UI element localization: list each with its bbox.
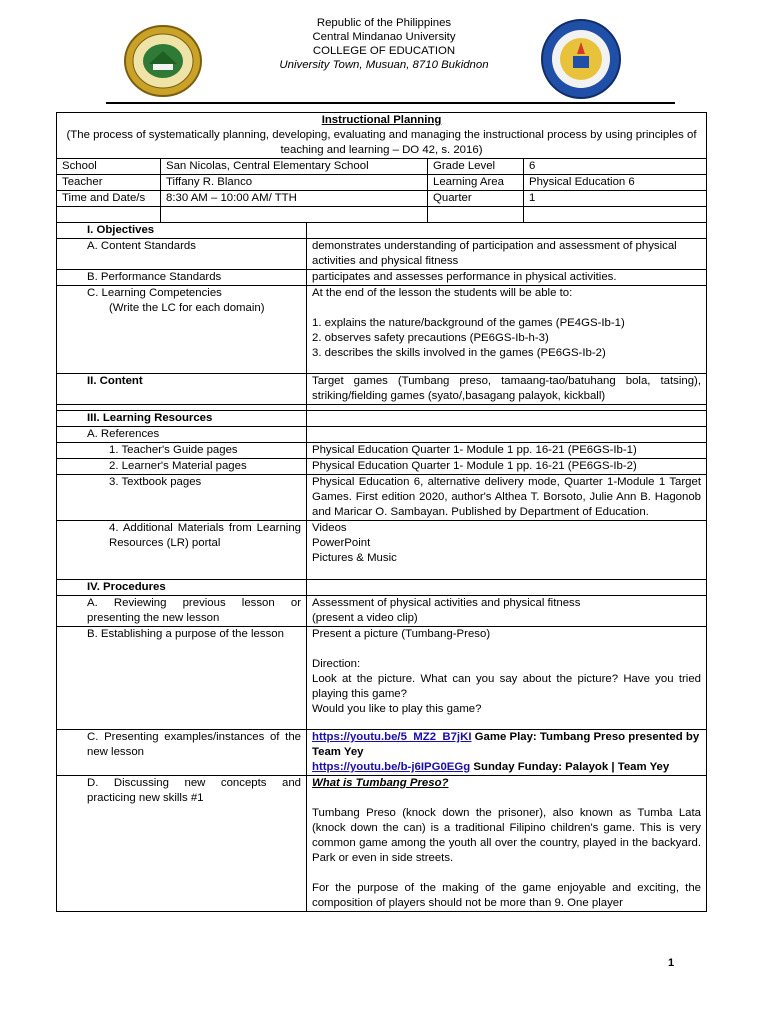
procedure-b-label: B. Establishing a purpose of the lesson — [57, 627, 307, 730]
content-standards-row — [57, 239, 707, 270]
university-line: Central Mindanao University — [312, 31, 456, 43]
additional-materials-label: 4. Additional Materials from Learning Resources (LR) portal — [57, 521, 307, 580]
quarter-value: 1 — [524, 191, 707, 207]
performance-standards-label: B. Performance Standards — [57, 270, 307, 286]
textbook-label: 3. Textbook pages — [57, 475, 307, 521]
video-link-tumbang-preso[interactable]: https://youtu.be/5_MZ2_B7jKI — [312, 731, 472, 743]
procedure-a-line1: Assessment of physical activities and physical fitness — [312, 597, 581, 609]
references-row — [57, 427, 707, 443]
lc-item-2: 2. observes safety precautions (PE6GS-Ib-h-3) — [312, 332, 549, 344]
content-row — [57, 374, 707, 405]
plan-title: Instructional Planning — [321, 114, 442, 126]
procedure-a-row — [57, 596, 707, 627]
college-line: COLLEGE OF EDUCATION — [312, 45, 456, 57]
procedure-d-label: D. Discussing new concepts and practicing new skills #1 — [57, 776, 307, 912]
content-standards-label: A. Content Standards — [57, 239, 307, 270]
references-label: A. References — [57, 427, 307, 443]
time-label: Time and Date/s — [57, 191, 161, 207]
time-value: 8:30 AM – 10:00 AM/ TTH — [161, 191, 428, 207]
school-label: School — [57, 159, 161, 175]
procedure-c-label: C. Presenting examples/instances of the new lesson — [57, 730, 307, 776]
content-heading: II. Content — [57, 374, 307, 405]
content-standards-value: demonstrates understanding of participation and assessment of physical activities and physical fitness — [307, 239, 707, 270]
college-seal-icon — [540, 18, 622, 100]
performance-standards-row — [57, 270, 707, 286]
am-item-videos: Videos — [312, 522, 347, 534]
additional-materials-row — [57, 521, 707, 580]
learners-material-value: Physical Education Quarter 1- Module 1 pp. 16-21 (PE6GS-Ib-2) — [307, 459, 707, 475]
grade-value: 6 — [524, 159, 707, 175]
procedure-b-direction: Direction: — [312, 658, 361, 670]
procedure-b-question2: Would you like to play this game? — [312, 703, 482, 715]
quarter-label: Quarter — [428, 191, 524, 207]
school-value: San Nicolas, Central Elementary School — [161, 159, 428, 175]
procedure-a-line2: (present a video clip) — [312, 612, 418, 624]
procedure-b-row — [57, 627, 707, 730]
lc-intro: At the end of the lesson the students will be able to: — [312, 287, 573, 299]
info-row-blank — [57, 207, 707, 223]
resources-heading-row — [57, 411, 707, 427]
procedure-b-question: Look at the picture. What can you say about the picture? Have you tried playing this game? — [312, 673, 701, 700]
teacher-value: Tiffany R. Blanco — [161, 175, 428, 191]
procedure-b-line1: Present a picture (Tumbang-Preso) — [312, 628, 491, 640]
textbook-value: Physical Education 6, alternative delivery mode, Quarter 1-Module 1 Target Games. First edition 2020, author's Althea T. Borsoto, Julie Ann B. Hagonob and Maricar O. Sambayan. Published by Department of Education. — [307, 475, 707, 521]
procedure-d-paragraph1: Tumbang Preso (knock down the prisoner), also known as Tumba Lata (knock down the can) is a traditional Filipino children's game. This is very common game among the youth all over the country, played in the backyard. Park or even in side streets. — [312, 807, 701, 864]
instructional-plan-table — [56, 112, 707, 912]
letterhead — [0, 14, 768, 90]
objectives-heading: I. Objectives — [57, 223, 307, 239]
am-item-pictures: Pictures & Music — [312, 552, 397, 564]
teachers-guide-label: 1. Teacher's Guide pages — [57, 443, 307, 459]
resources-heading: III. Learning Resources — [57, 411, 307, 427]
title-row — [57, 113, 707, 159]
learners-material-label: 2. Learner's Material pages — [57, 459, 307, 475]
learning-competencies-row — [57, 286, 707, 374]
info-row-school — [57, 159, 707, 175]
university-seal-icon — [123, 24, 203, 98]
teachers-guide-value: Physical Education Quarter 1- Module 1 pp. 16-21 (PE6GS-Ib-1) — [307, 443, 707, 459]
teachers-guide-row — [57, 443, 707, 459]
learning-competencies-note: (Write the LC for each domain) — [109, 302, 265, 314]
page-number: 1 — [668, 957, 675, 969]
video-title-tumbang-preso: Game Play: Tumbang Preso presented by Team Yey — [312, 731, 700, 758]
plan-subtitle: (The process of systematically planning, developing, evaluating and managing the instructional process by using principles of teaching and learning – DO 42, s. 2016) — [66, 129, 697, 156]
lc-item-3: 3. describes the skills involved in the games (PE6GS-Ib-2) — [312, 347, 606, 359]
info-row-time — [57, 191, 707, 207]
republic-line: Republic of the Philippines — [316, 17, 452, 29]
video-link-palayok[interactable]: https://youtu.be/b-j6IPG0EGg — [312, 761, 471, 773]
procedure-d-row — [57, 776, 707, 912]
procedure-c-row — [57, 730, 707, 776]
area-value: Physical Education 6 — [524, 175, 707, 191]
teacher-label: Teacher — [57, 175, 161, 191]
learners-material-row — [57, 459, 707, 475]
procedure-d-title: What is Tumbang Preso? — [312, 777, 449, 789]
performance-standards-value: participates and assesses performance in physical activities. — [307, 270, 707, 286]
lc-item-1: 1. explains the nature/background of the games (PE4GS-Ib-1) — [312, 317, 625, 329]
info-row-teacher — [57, 175, 707, 191]
video-title-palayok: Sunday Funday: Palayok | Team Yey — [470, 761, 670, 773]
textbook-row — [57, 475, 707, 521]
objectives-heading-row — [57, 223, 707, 239]
procedure-d-paragraph2: For the purpose of the making of the game enjoyable and exciting, the composition of players should not be more than 9. One player — [312, 882, 701, 909]
address-line: University Town, Musuan, 8710 Bukidnon — [279, 59, 489, 71]
letterhead-text — [234, 16, 534, 72]
learning-competencies-label: C. Learning Competencies — [87, 287, 222, 299]
area-label: Learning Area — [428, 175, 524, 191]
header-divider — [106, 102, 675, 104]
procedures-heading-row — [57, 580, 707, 596]
grade-label: Grade Level — [428, 159, 524, 175]
procedures-heading: IV. Procedures — [57, 580, 307, 596]
am-item-powerpoint: PowerPoint — [312, 537, 371, 549]
procedure-a-label: A. Reviewing previous lesson or presenting the new lesson — [57, 596, 307, 627]
content-value: Target games (Tumbang preso, tamaang-tao/batuhang bola, tatsing), striking/fielding games (syato/,basagang palayok, kickball) — [307, 374, 707, 405]
